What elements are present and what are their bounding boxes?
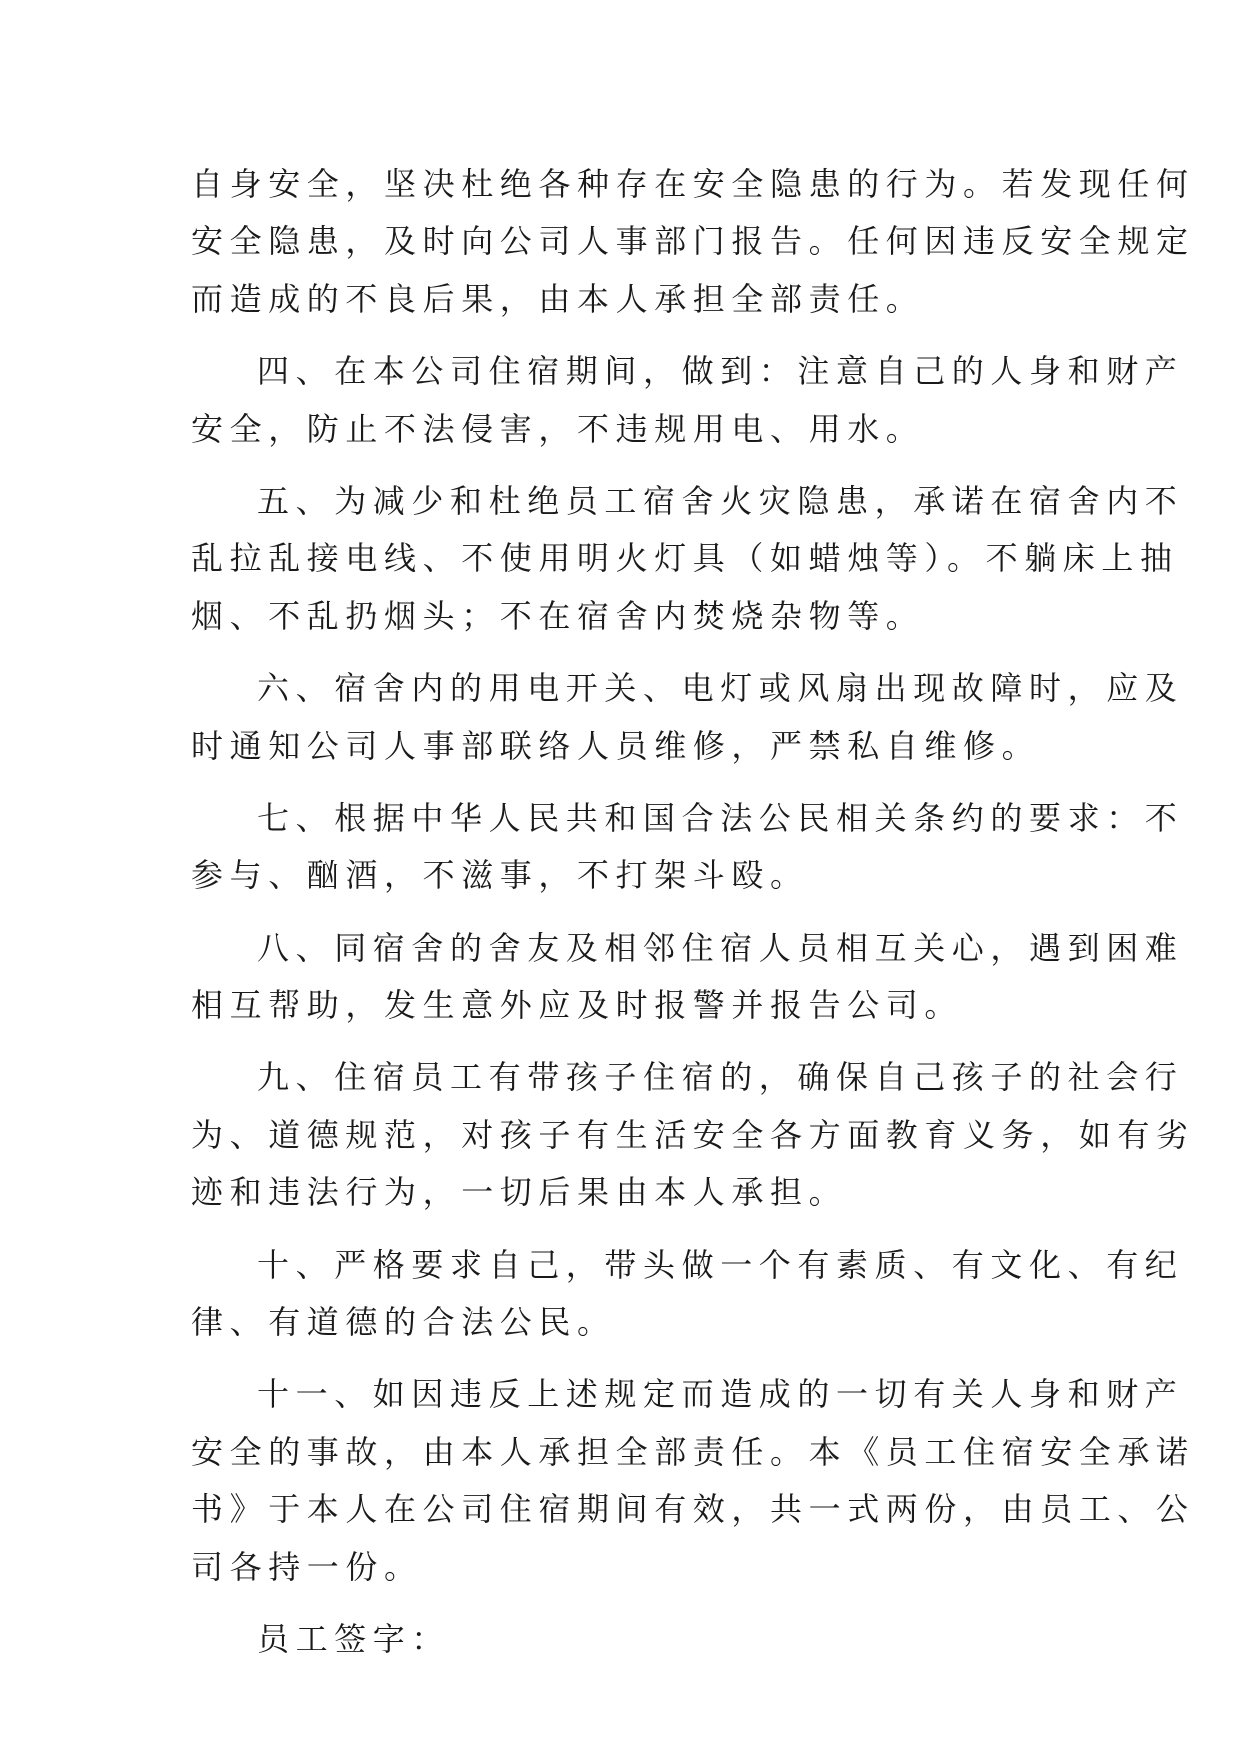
paragraph-safety-continued [191,156,1195,328]
paragraph-item-9 [191,1049,1195,1221]
text-line: 乱拉乱接电线、不使用明火灯具（如蜡烛等）。不躺床上抽 [191,539,1179,578]
document-body [191,156,1195,1668]
paragraph-item-6 [191,660,1184,775]
text-line: 十一、如因违反上述规定而造成的一切有关人身和财产 [257,1375,1184,1414]
paragraph-item-7 [191,790,1184,905]
paragraph-item-10 [191,1237,1184,1352]
text-line: 书》于本人在公司住宿期间有效，共一式两份，由员工、公 [191,1490,1195,1529]
text-line: 七、根据中华人民共和国合法公民相关条约的要求：不 [257,798,1184,837]
text-line: 司各持一份。 [191,1547,423,1586]
text-line: 五、为减少和杜绝员工宿舍火灾隐患，承诺在宿舍内不 [257,481,1184,520]
text-line: 安全的事故，由本人承担全部责任。本《员工住宿安全承诺 [191,1432,1195,1471]
text-line: 相互帮助，发生意外应及时报警并报告公司。 [191,986,964,1025]
signature-label: 员工签字： [257,1619,451,1658]
text-line: 迹和违法行为，一切后果由本人承担。 [191,1173,848,1212]
text-line: 四、在本公司住宿期间，做到：注意自己的人身和财产 [257,352,1184,391]
text-line: 时通知公司人事部联络人员维修，严禁私自维修。 [191,726,1041,765]
text-line: 九、住宿员工有带孩子住宿的，确保自己孩子的社会行 [257,1058,1184,1097]
text-line: 自身安全，坚决杜绝各种存在安全隐患的行为。若发现任何 [191,165,1195,203]
text-line: 烟、不乱扔烟头；不在宿舍内焚烧杂物等。 [191,596,925,635]
text-line: 八、同宿舍的舍友及相邻住宿人员相互关心，遇到困难 [257,928,1184,967]
text-line: 参与、酗酒，不滋事，不打架斗殴。 [191,856,809,895]
text-line: 律、有道德的合法公民。 [191,1303,616,1342]
text-line: 十、严格要求自己，带头做一个有素质、有文化、有纪 [257,1245,1184,1284]
text-line: 为、道德规范，对孩子有生活安全各方面教育义务，如有劣 [191,1115,1195,1154]
text-line: 安全隐患，及时向公司人事部门报告。任何因违反安全规定 [191,222,1195,261]
paragraph-item-11 [191,1366,1195,1596]
paragraph-item-5 [191,473,1184,645]
paragraph-item-8 [191,920,1184,1035]
text-line: 安全，防止不法侵害，不违规用电、用水。 [191,409,925,448]
text-line: 六、宿舍内的用电开关、电灯或风扇出现故障时，应及 [257,669,1184,708]
paragraph-item-4 [191,343,1184,458]
signature-block [191,1611,1053,1668]
text-line: 而造成的不良后果，由本人承担全部责任。 [191,279,925,318]
